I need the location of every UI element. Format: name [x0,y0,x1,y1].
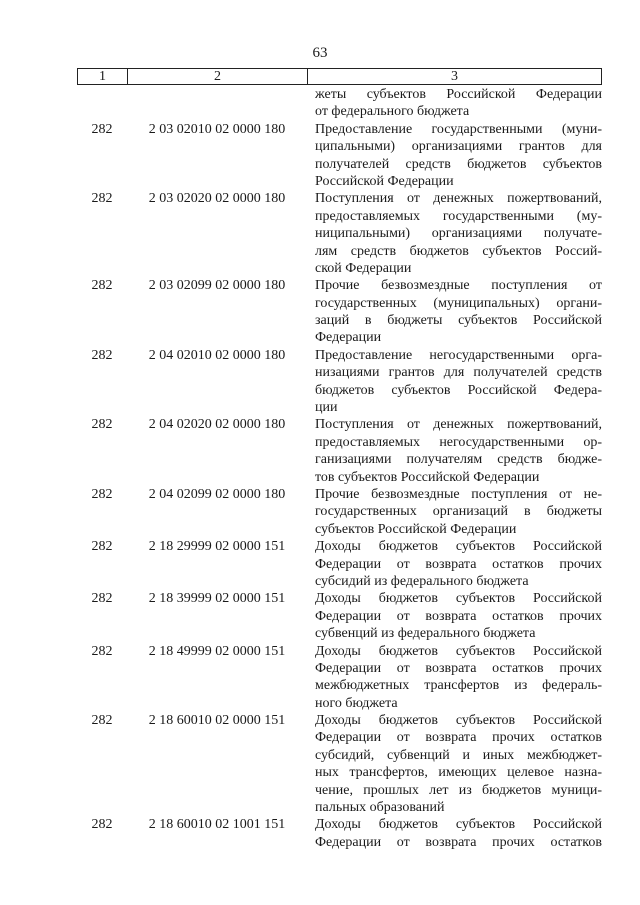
description-line: получателей средств бюджетов субъектов [315,156,602,172]
description-line: предоставляемых негосударственными ор- [315,434,602,450]
budget-code-cell: 2 18 60010 02 0000 151 [148,713,286,729]
table-row [77,486,602,538]
budget-code-cell: 2 18 29999 02 0000 151 [148,539,286,555]
description-line: Российской Федерации [315,173,454,189]
description-line: от федерального бюджета [315,104,470,120]
admin-code-cell: 282 [91,417,113,433]
budget-code-cell: 2 18 49999 02 0000 151 [148,643,286,659]
table-body [77,86,602,851]
admin-code-cell: 282 [91,121,113,137]
description-line: Федерации от возврата прочих остатков [315,730,602,746]
description-cell [315,190,602,277]
table-row [77,416,602,486]
table-row [77,816,602,851]
description-line: субвенций из федерального бюджета [315,626,536,642]
admin-code-cell: 282 [91,817,113,833]
page-number: 63 [312,45,328,61]
description-line: Федерации от возврата прочих остатков [315,834,602,850]
description-line: бюджетов субъектов Российской Федера- [315,382,602,398]
budget-code-cell: 2 04 02099 02 0000 180 [148,486,286,502]
description-line: Федерации от возврата остатков прочих [315,660,602,676]
description-line: Доходы бюджетов субъектов Российской [315,591,602,607]
header-col-2: 2 [128,69,308,84]
description-line: ципальными) организациями грантов для [315,139,602,155]
description-line: государственных организаций в бюджеты [315,504,602,520]
description-line: Поступления от денежных пожертвований, [315,191,602,207]
description-line: пальных образований [315,800,445,816]
description-line: межбюджетных трансфертов из федераль- [315,678,602,694]
description-line: ции [315,400,338,416]
description-line: ного бюджета [315,695,398,711]
budget-code-cell: 2 03 02020 02 0000 180 [148,191,286,207]
budget-code-cell: 2 18 60010 02 1001 151 [148,817,286,833]
description-line: Доходы бюджетов субъектов Российской [315,539,602,555]
description-line: ской Федерации [315,260,412,276]
header-col-1: 1 [78,69,128,84]
description-line: Предоставление государственными (муни- [315,121,602,137]
description-line: Прочие безвозмездные поступления от не- [315,486,602,502]
description-cell [315,643,602,713]
table-row [77,538,602,590]
description-line: заций в бюджеты субъектов Российской [315,313,602,329]
admin-code-cell: 282 [91,591,113,607]
description-line: предоставляемых государственными (му- [315,208,602,224]
description-line: низациями грантов для получателей средств [315,365,602,381]
table-row [77,643,602,713]
table-row [77,121,602,191]
description-line: субсидий, субвенций и иных межбюджет- [315,747,602,763]
description-line: Предоставление негосударственными орга- [315,347,602,363]
table-row [77,190,602,277]
description-cell [315,121,602,191]
description-line: Доходы бюджетов субъектов Российской [315,643,602,659]
description-line: Федерации от возврата остатков прочих [315,556,602,572]
description-line: жеты субъектов Российской Федерации [315,87,602,102]
budget-code-cell: 2 04 02020 02 0000 180 [148,417,286,433]
description-cell [315,416,602,486]
budget-code-cell: 2 18 39999 02 0000 151 [148,591,286,607]
description-line: чение, прошлых лет из бюджетов муници- [315,782,602,798]
description-line: Федерации от возврата остатков прочих [315,608,602,624]
description-cell [315,277,602,347]
description-line: субъектов Российской Федерации [315,521,517,537]
budget-code-cell: 2 03 02010 02 0000 180 [148,121,286,137]
description-line: ных трансфертов, имеющих целевое назна- [315,765,602,781]
budget-code-cell: 2 03 02099 02 0000 180 [148,278,286,294]
description-cell [315,590,602,642]
admin-code-cell: 282 [91,486,113,502]
admin-code-cell: 282 [91,278,113,294]
description-line: Доходы бюджетов субъектов Российской [315,817,602,833]
description-cell [315,486,602,538]
table-row [77,590,602,642]
budget-code-cell: 2 04 02010 02 0000 180 [148,347,286,363]
table-row [77,347,602,417]
header-col-3: 3 [451,69,458,84]
description-line: тов субъектов Российской Федерации [315,469,540,485]
description-line: Прочие безвозмездные поступления от [315,278,602,294]
admin-code-cell: 282 [91,539,113,555]
description-cell [315,712,602,816]
description-cell [315,816,602,851]
description-line: ганизациями получателям средств бюдже- [315,452,602,468]
description-cell [315,347,602,417]
admin-code-cell: 282 [91,643,113,659]
table-header [77,68,602,85]
admin-code-cell: 282 [91,347,113,363]
description-line: лям средств бюджетов субъектов Россий- [315,243,602,259]
description-line: ниципальными) организациями получате- [315,226,602,242]
admin-code-cell: 282 [91,191,113,207]
table-row [77,277,602,347]
description-line: Федерации [315,330,382,346]
admin-code-cell: 282 [91,713,113,729]
description-line: Поступления от денежных пожертвований, [315,417,602,433]
description-cell [315,86,602,121]
description-line: государственных (муниципальных) органи- [315,295,602,311]
description-cell [315,538,602,590]
description-line: субсидий из федерального бюджета [315,573,529,589]
table-row [77,86,602,121]
table-row [77,712,602,816]
description-line: Доходы бюджетов субъектов Российской [315,713,602,729]
